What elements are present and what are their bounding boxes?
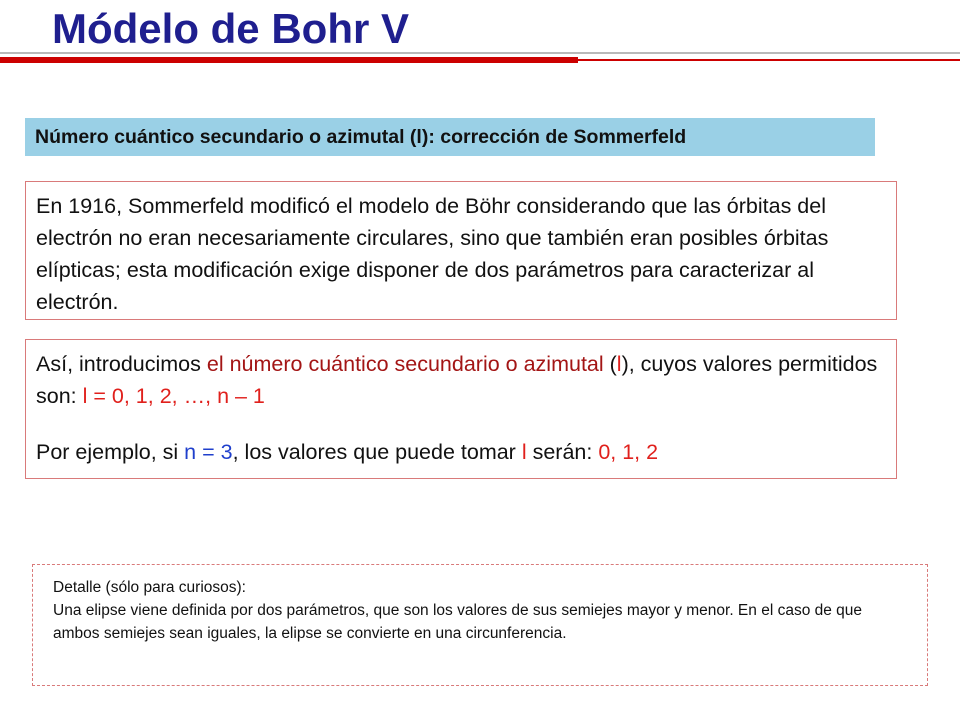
detail-text: Una elipse viene definida por dos parámetros, que son los valores de sus semiejes mayor y menor. En el caso de que ambos semiejes sean iguales, la elipse se convierte en una circunferencia. — [53, 602, 863, 642]
title-divider-grey — [0, 52, 960, 54]
slide-title: Módelo de Bohr V — [52, 5, 409, 52]
detail-box — [32, 564, 928, 686]
values-text-3: ), cuyos valores permitidos son: — [36, 352, 878, 408]
example-text-3: serán: — [526, 440, 599, 464]
quantum-number-term: el número cuántico secundario o azimutal — [206, 352, 604, 376]
values-text-2: ( — [603, 352, 617, 376]
example-l-symbol: l — [521, 440, 527, 464]
detail-label: Detalle (sólo para curiosos): — [53, 579, 246, 596]
paragraph-gap — [36, 412, 886, 436]
intro-paragraph: En 1916, Sommerfeld modificó el modelo de Böhr considerando que las órbitas del electrón no eran necesariamente circulares, sino que también eran posibles órbitas elípticas; esta modificación exige disponer de dos parámetros para caracterizar al electrón. — [36, 194, 829, 314]
allowed-values-range: l = 0, 1, 2, …, n – 1 — [82, 384, 265, 408]
example-n-value: n = 3 — [184, 440, 233, 464]
title-divider-red-thin — [578, 59, 960, 61]
quantum-number-symbol: l — [616, 352, 622, 376]
example-text-1: Por ejemplo, si — [36, 440, 185, 464]
example-paragraph — [36, 436, 886, 468]
example-text-2: , los valores que puede tomar — [232, 440, 522, 464]
section-heading: Número cuántico secundario o azimutal (l): corrección de Sommerfeld — [25, 118, 875, 156]
values-paragraph — [36, 348, 886, 412]
values-box — [25, 339, 897, 479]
values-text-1: Así, introducimos — [36, 352, 207, 376]
intro-box — [25, 181, 897, 320]
title-divider-red — [0, 57, 578, 63]
example-l-values: 0, 1, 2 — [598, 440, 659, 464]
